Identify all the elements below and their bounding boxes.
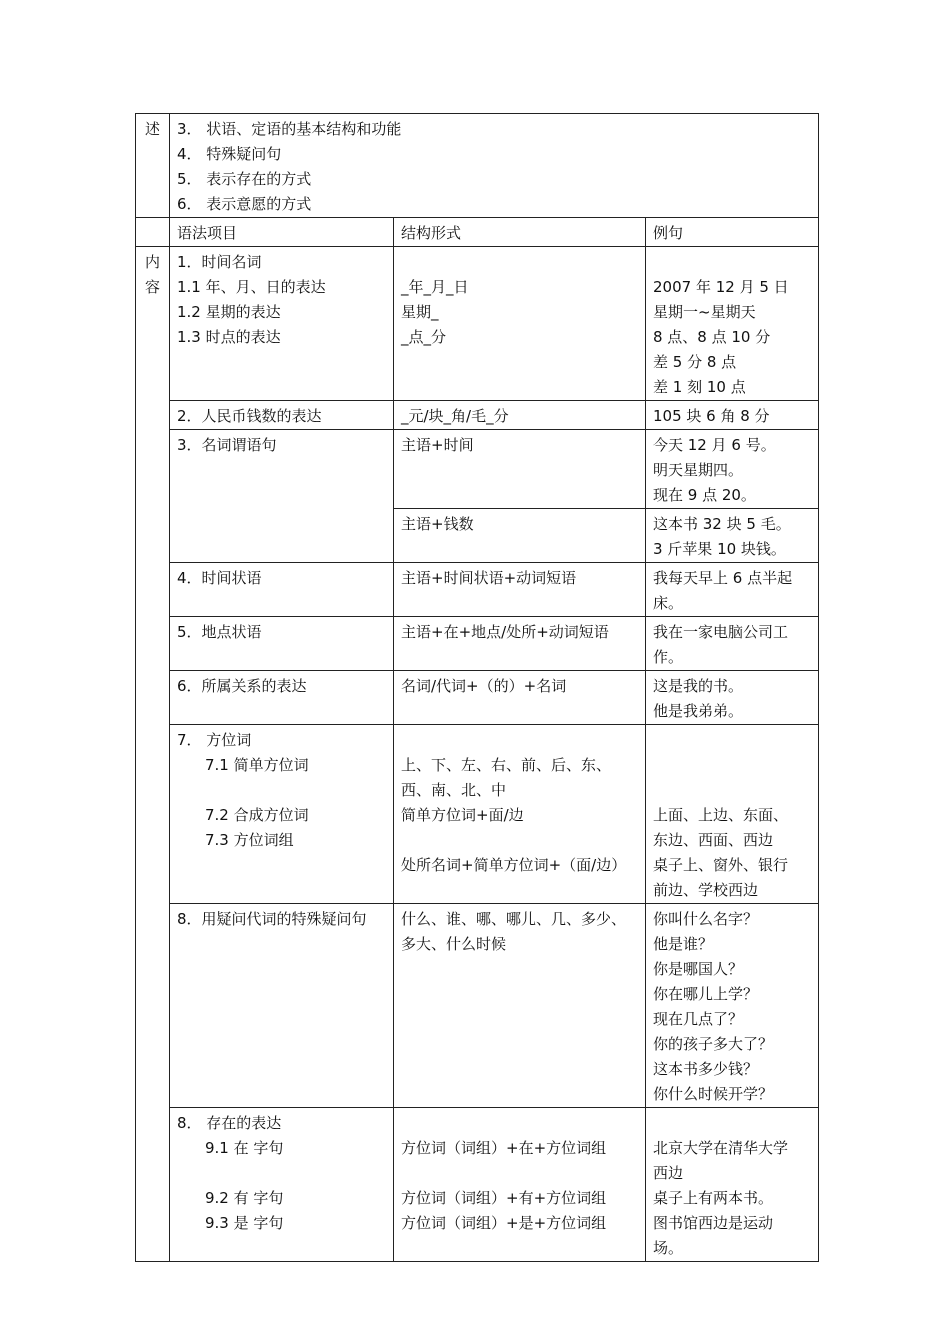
structure-line: _点_分 xyxy=(401,328,447,346)
example-line: 前边、学校西边 xyxy=(653,881,759,899)
item-line: 3．名词谓语句 xyxy=(177,436,277,454)
example-line: 现在几点了？ xyxy=(653,1010,744,1028)
intro-cell xyxy=(170,114,819,218)
item-line: 5．地点状语 xyxy=(177,623,262,641)
item-line: 1．时间名词 xyxy=(177,253,262,271)
item-line: 7.3 方位词组 xyxy=(205,831,294,849)
structure-cell xyxy=(394,904,646,1108)
structure-line: 多大、什么时候 xyxy=(401,935,507,953)
example-line: 场。 xyxy=(653,1239,684,1257)
grammar-table-document xyxy=(135,113,818,1262)
structure-cell xyxy=(394,247,646,401)
item-cell xyxy=(170,563,394,617)
intro-line: 3． 状语、定语的基本结构和功能 xyxy=(177,120,402,138)
example-line: 上面、上边、东面、 xyxy=(653,806,789,824)
table-row xyxy=(136,1108,819,1262)
structure-line xyxy=(401,728,639,753)
item-line: 8．用疑问代词的特殊疑问句 xyxy=(177,910,367,928)
example-cell xyxy=(646,401,819,430)
structure-cell xyxy=(394,401,646,430)
structure-cell xyxy=(394,617,646,671)
example-line xyxy=(653,250,812,275)
structure-line xyxy=(401,828,639,853)
example-line: 桌子上、窗外、银行 xyxy=(653,856,789,874)
example-line: 今天 12 月 6 号。 xyxy=(653,436,776,454)
table-row xyxy=(136,904,819,1108)
example-line: 图书馆西边是运动 xyxy=(653,1214,774,1232)
example-line: 作。 xyxy=(653,648,684,666)
item-line: 7． 方位词 xyxy=(177,731,252,749)
section-label-rong: 容 xyxy=(144,278,160,296)
example-line: 你的孩子多大了？ xyxy=(653,1035,774,1053)
example-line: 差 5 分 8 点 xyxy=(653,353,737,371)
example-line: 你什么时候开学？ xyxy=(653,1085,774,1103)
example-line: 这本书多少钱？ xyxy=(653,1060,759,1078)
item-cell xyxy=(170,1108,394,1262)
example-cell xyxy=(646,1108,819,1262)
item-line: 9.2 有 字句 xyxy=(205,1189,284,1207)
structure-line: 西、南、北、中 xyxy=(401,781,507,799)
example-line: 这本书 32 块 5 毛。 xyxy=(653,515,791,533)
header-item xyxy=(170,218,394,247)
structure-cell xyxy=(394,563,646,617)
item-cell xyxy=(170,617,394,671)
item-line: 9.3 是 字句 xyxy=(205,1214,284,1232)
structure-line: 上、下、左、右、前、后、东、 xyxy=(401,756,612,774)
table-row xyxy=(136,430,819,509)
example-cell xyxy=(646,725,819,904)
table-row xyxy=(136,401,819,430)
example-line: 105 块 6 角 8 分 xyxy=(653,407,770,425)
item-line: 8． 存在的表达 xyxy=(177,1114,282,1132)
example-cell xyxy=(646,563,819,617)
structure-line: 方位词（词组）+有+方位词组 xyxy=(401,1189,607,1207)
intro-line: 4． 特殊疑问句 xyxy=(177,145,282,163)
item-cell xyxy=(170,401,394,430)
example-cell xyxy=(646,617,819,671)
example-line: 3 斤苹果 10 块钱。 xyxy=(653,540,786,558)
structure-line: 星期_ xyxy=(401,303,439,321)
header-example xyxy=(646,218,819,247)
grammar-table xyxy=(135,113,819,1262)
example-cell xyxy=(646,671,819,725)
table-row xyxy=(136,563,819,617)
example-line: 我每天早上 6 点半起 xyxy=(653,569,793,587)
section-label-cell xyxy=(136,114,170,218)
section-label-nei: 内 xyxy=(144,253,160,271)
structure-cell xyxy=(394,1108,646,1262)
intro-line: 6． 表示意愿的方式 xyxy=(177,195,312,213)
example-line xyxy=(653,753,812,778)
structure-cell xyxy=(394,725,646,904)
example-line: 8 点、8 点 10 分 xyxy=(653,328,771,346)
header-structure xyxy=(394,218,646,247)
structure-line xyxy=(401,250,639,275)
header-blank-cell xyxy=(136,218,170,247)
example-line: 西边 xyxy=(653,1164,684,1182)
item-line: 7.2 合成方位词 xyxy=(205,806,309,824)
intro-row xyxy=(136,114,819,218)
example-line xyxy=(653,1111,812,1136)
example-line: 他是谁？ xyxy=(653,935,714,953)
intro-line: 5． 表示存在的方式 xyxy=(177,170,312,188)
structure-line: 主语+时间 xyxy=(401,436,474,454)
item-line xyxy=(177,778,387,803)
header-row xyxy=(136,218,819,247)
item-line: 1.2 星期的表达 xyxy=(177,303,281,321)
item-line: 1.1 年、月、日的表达 xyxy=(177,278,326,296)
header-item-label: 语法项目 xyxy=(177,224,238,242)
example-line: 现在 9 点 20。 xyxy=(653,486,756,504)
example-line: 桌子上有两本书。 xyxy=(653,1189,774,1207)
item-line: 4．时间状语 xyxy=(177,569,262,587)
table-row xyxy=(136,617,819,671)
item-line: 7.1 简单方位词 xyxy=(205,756,309,774)
example-cell xyxy=(646,904,819,1108)
section-label-cell-content xyxy=(136,247,170,1262)
item-line: 1.3 时点的表达 xyxy=(177,328,281,346)
example-cell xyxy=(646,430,819,509)
example-line xyxy=(653,778,812,803)
structure-line: _年_月_日 xyxy=(401,278,469,296)
structure-line xyxy=(401,1161,639,1186)
structure-line: _元/块_角/毛_分 xyxy=(401,407,509,425)
example-line: 东边、西面、西边 xyxy=(653,831,774,849)
structure-line: 简单方位词+面/边 xyxy=(401,806,524,824)
structure-line: 什么、谁、哪、哪儿、几、多少、 xyxy=(401,910,627,928)
example-line: 我在一家电脑公司工 xyxy=(653,623,789,641)
structure-line: 主语+在+地点/处所+动词短语 xyxy=(401,623,609,641)
example-cell xyxy=(646,509,819,563)
example-line xyxy=(653,728,812,753)
structure-cell xyxy=(394,509,646,563)
example-line: 明天星期四。 xyxy=(653,461,744,479)
item-cell xyxy=(170,904,394,1108)
item-line: 9.1 在 字句 xyxy=(205,1139,284,1157)
structure-line: 主语+钱数 xyxy=(401,515,474,533)
item-cell xyxy=(170,725,394,904)
structure-line: 方位词（词组）+是+方位词组 xyxy=(401,1214,607,1232)
structure-line: 主语+时间状语+动词短语 xyxy=(401,569,577,587)
table-row xyxy=(136,725,819,904)
structure-cell xyxy=(394,430,646,509)
example-line: 星期一~星期天 xyxy=(653,303,756,321)
example-line: 你在哪儿上学？ xyxy=(653,985,759,1003)
table-row xyxy=(136,671,819,725)
header-example-label: 例句 xyxy=(653,224,684,242)
structure-line: 处所名词+简单方位词+（面/边） xyxy=(401,856,627,874)
example-line: 他是我弟弟。 xyxy=(653,702,744,720)
section-label-shu: 述 xyxy=(144,120,160,138)
structure-cell xyxy=(394,671,646,725)
structure-line: 方位词（词组）+在+方位词组 xyxy=(401,1139,607,1157)
structure-line: 名词/代词+（的）+名词 xyxy=(401,677,567,695)
example-line: 床。 xyxy=(653,594,684,612)
table-row xyxy=(136,247,819,401)
item-line: 6．所属关系的表达 xyxy=(177,677,307,695)
item-line xyxy=(177,1161,387,1186)
example-line: 你是哪国人？ xyxy=(653,960,744,978)
item-cell xyxy=(170,430,394,563)
item-cell xyxy=(170,247,394,401)
example-line: 这是我的书。 xyxy=(653,677,744,695)
header-structure-label: 结构形式 xyxy=(401,224,462,242)
example-line: 2007 年 12 月 5 日 xyxy=(653,278,789,296)
item-line: 2．人民币钱数的表达 xyxy=(177,407,322,425)
example-cell xyxy=(646,247,819,401)
example-line: 你叫什么名字？ xyxy=(653,910,759,928)
item-cell xyxy=(170,671,394,725)
example-line: 差 1 刻 10 点 xyxy=(653,378,746,396)
structure-line xyxy=(401,1111,639,1136)
example-line: 北京大学在清华大学 xyxy=(653,1139,789,1157)
